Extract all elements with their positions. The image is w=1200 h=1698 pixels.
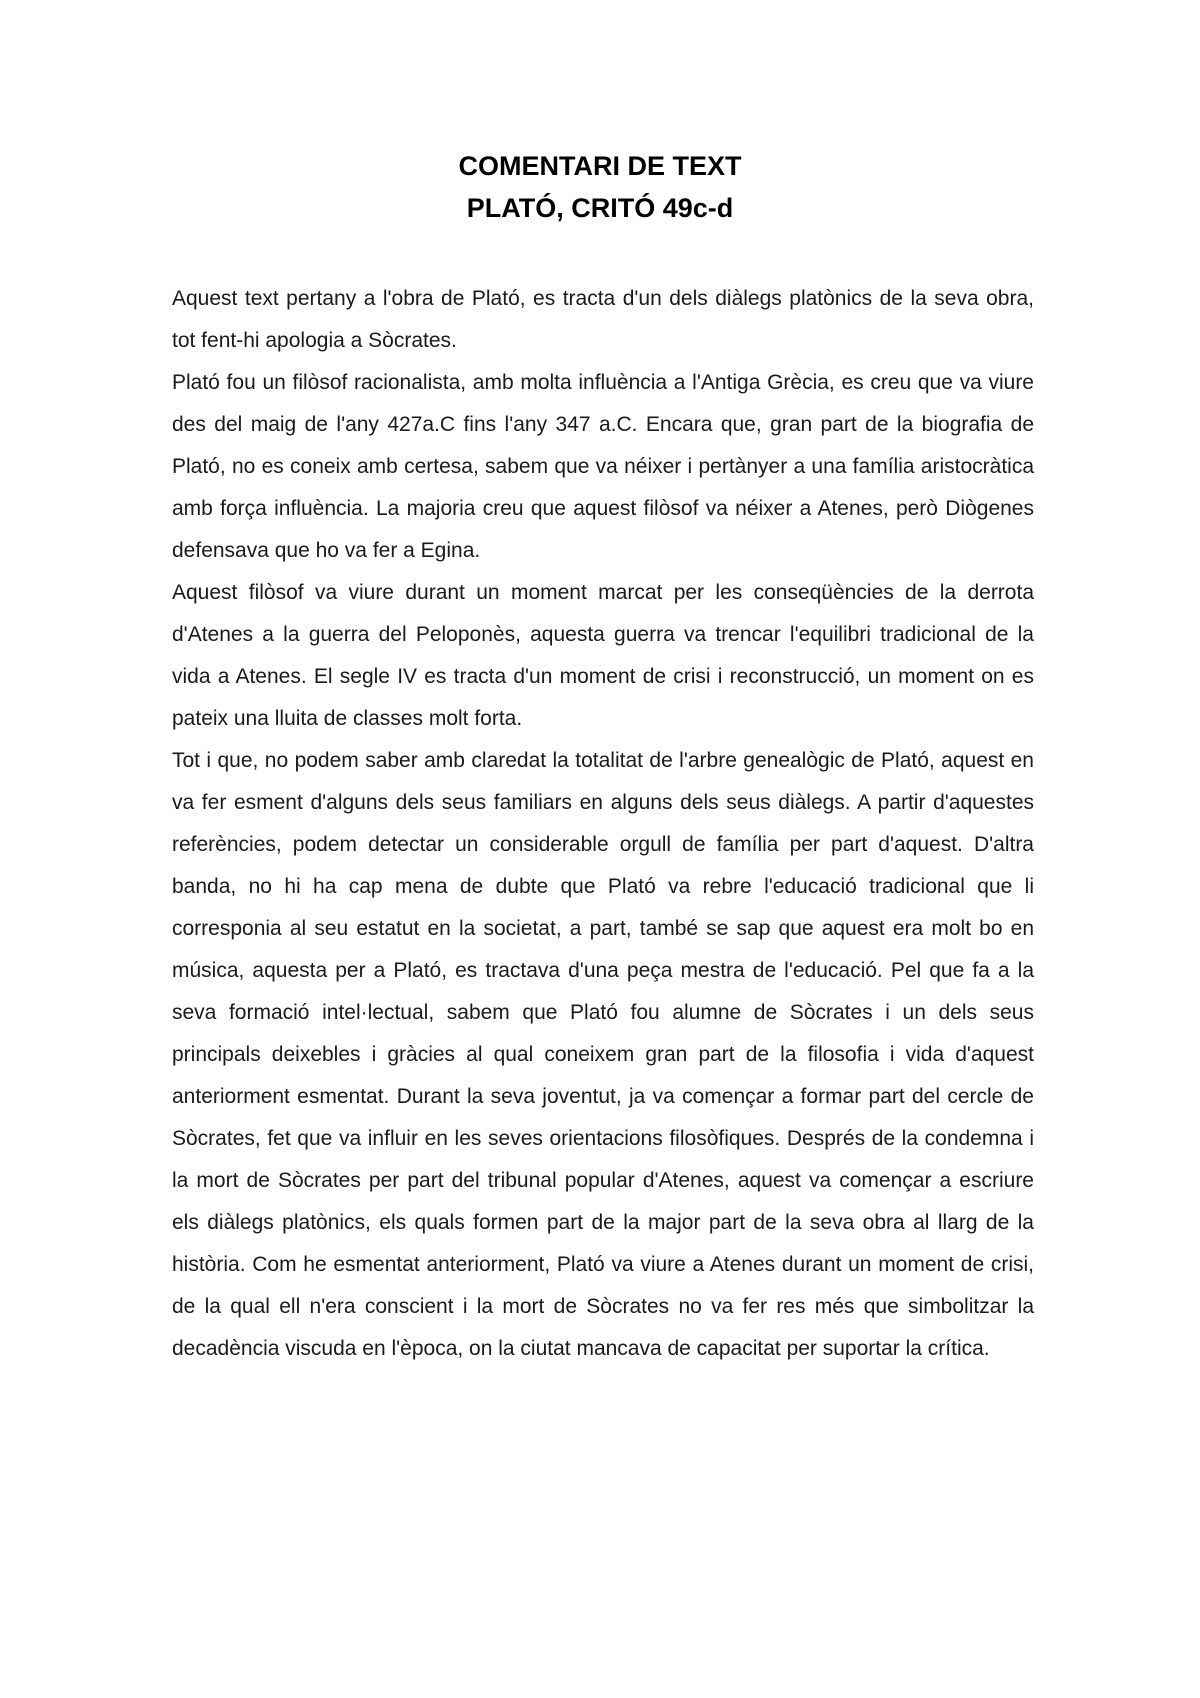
title-line-2: PLATÓ, CRITÓ 49c-d — [466, 193, 734, 223]
paragraph-education: Tot i que, no podem saber amb claredat la totalitat de l'arbre genealògic de Plató, aquest en va fer esment d'alguns dels seus familiars en alguns dels seus diàlegs. A partir d'aquestes referències, podem detectar un considerable orgull de família per part d'aquest. D'altra banda, no hi ha cap mena de dubte que Plató va rebre l'educació tradicional que li corresponia al seu estatut en la societat, a part, també se sap que aquest era molt bo en música, aquesta per a Plató, es tractava d'una peça mestra de l'educació. Pel que fa a la seva formació intel·lectual, sabem que Plató fou alumne de Sòcrates i un dels seus principals deixebles i gràcies al qual coneixem gran part de la filosofia i vida d'aquest anteriorment esmentat. Durant la seva joventut, ja va començar a formar part del cercle de Sòcrates, fet que va influir en les seves orientacions filosòfiques. Després de la condemna i la mort de Sòcrates per part del tribunal popular d'Atenes, aquest va començar a escriure els diàlegs platònics, els quals formen part de la major part de la seva obra al llarg de la història. Com he esmentat anteriorment, Plató va viure a Atenes durant un moment de crisi, de la qual ell n'era conscient i la mort de Sòcrates no va fer res més que simbolitzar la decadència viscuda en l'època, on la ciutat mancava de capacitat per suportar la crítica. — [172, 749, 1034, 1360]
document-body — [172, 278, 1034, 1370]
paragraph-biography: Plató fou un filòsof racionalista, amb molta influència a l'Antiga Grècia, es creu que va viure des del maig de l'any 427a.C fins l'any 347 a.C. Encara que, gran part de la biografia de Plató, no es coneix amb certesa, sabem que va néixer i pertànyer a una família aristocràtica amb força influència. La majoria creu que aquest filòsof va néixer a Atenes, però Diògenes defensava que ho va fer a Egina. — [172, 371, 1034, 562]
paragraph-intro: Aquest text pertany a l'obra de Plató, es tracta d'un dels diàlegs platònics de la seva obra, tot fent-hi apologia a Sòcrates. — [172, 287, 1034, 352]
title-line-1: COMENTARI DE TEXT — [458, 151, 742, 181]
paragraph-context: Aquest filòsof va viure durant un moment marcat per les conseqüències de la derrota d'Atenes a la guerra del Peloponès, aquesta guerra va trencar l'equilibri tradicional de la vida a Atenes. El segle IV es tracta d'un moment de crisi i reconstrucció, un moment on es pateix una lluita de classes molt forta. — [172, 581, 1034, 730]
document-title — [0, 145, 1200, 229]
